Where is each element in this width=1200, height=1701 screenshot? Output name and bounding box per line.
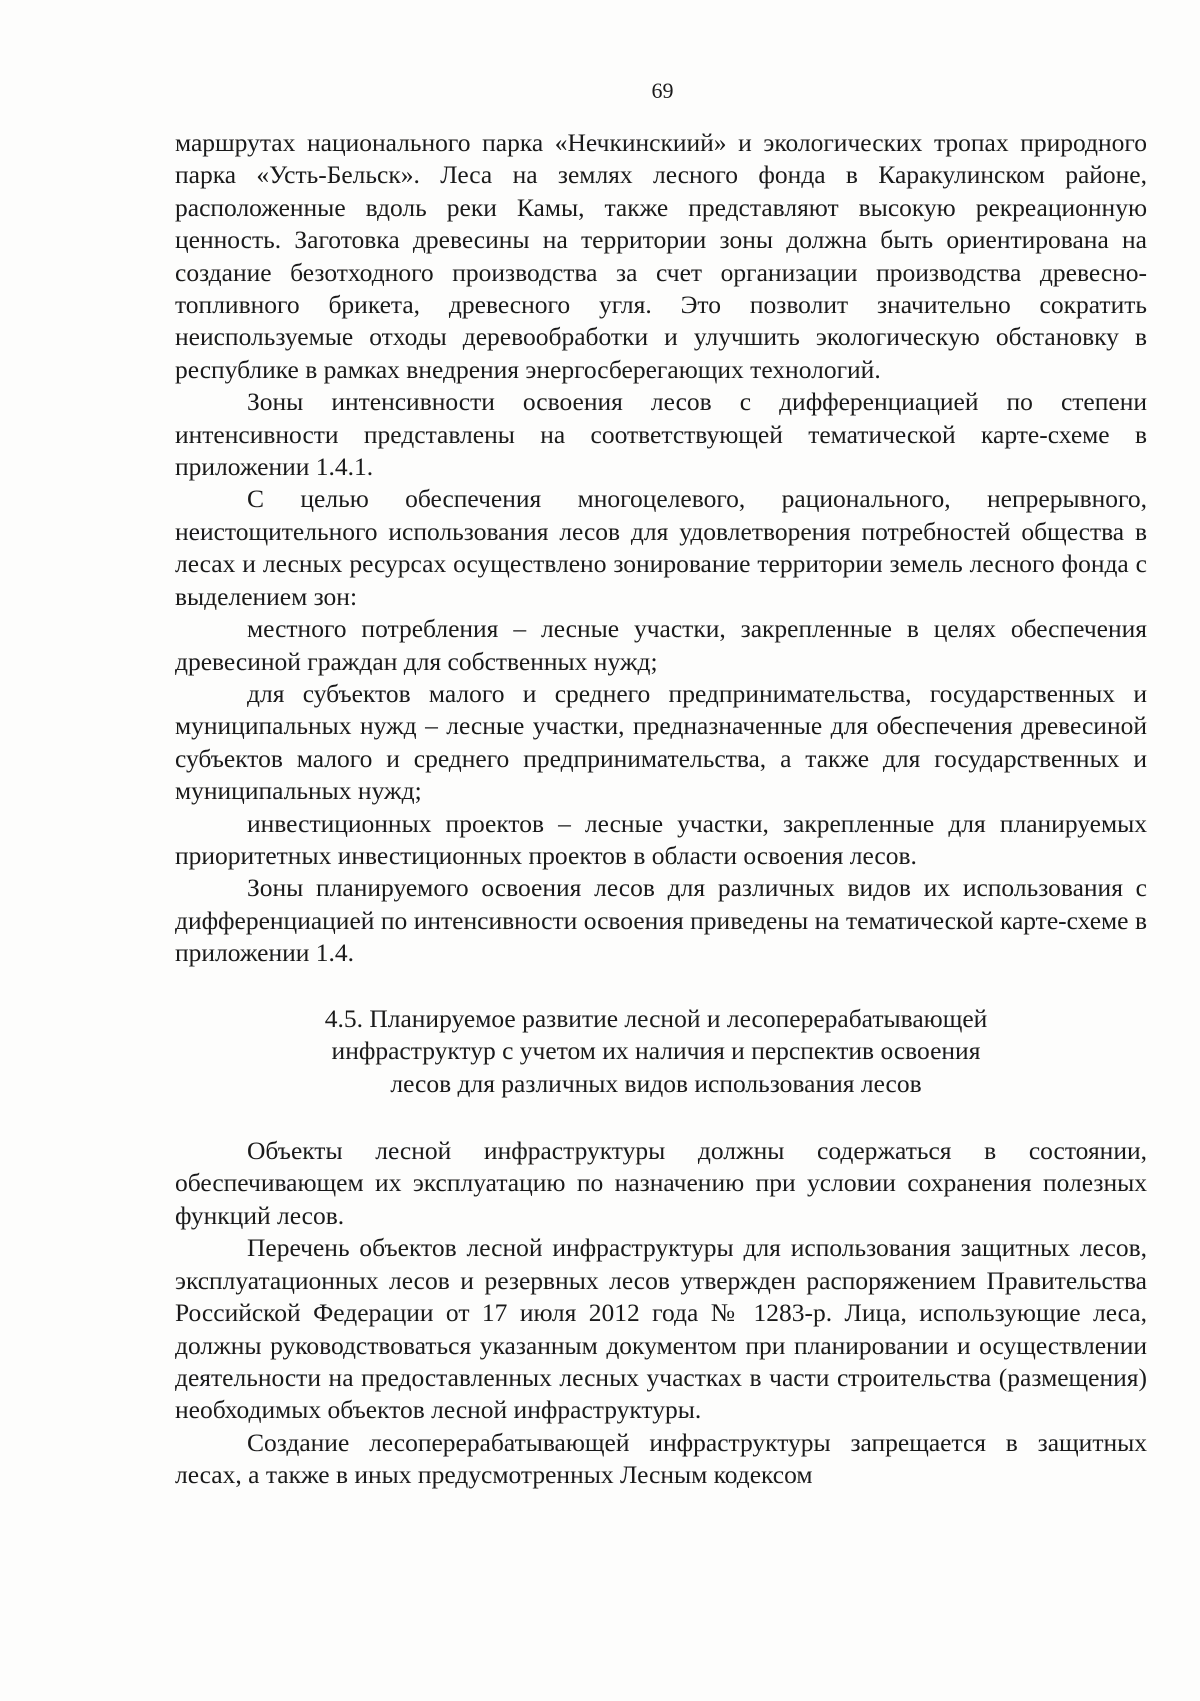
section-heading-line: инфраструктур с учетом их наличия и перспектив освоения bbox=[331, 1036, 981, 1066]
document-body bbox=[175, 127, 1147, 1492]
paragraph-zone-small-business: для субъектов малого и среднего предпринимательства, государственных и муниципальных нужд – лесные участки, предназначенные для обеспечения древесиной субъектов малого и среднего предпринимательства, а также для государственных и муниципальных нужд; bbox=[175, 678, 1147, 806]
paragraph-zone-investment: инвестиционных проектов – лесные участки, закрепленные для планируемых приоритетных инвестиционных проектов в области освоения лесов. bbox=[175, 808, 1147, 870]
paragraph-processing-infrastructure: Создание лесоперерабатывающей инфраструктуры запрещается в защитных лесах, а также в иных предусмотренных Лесным кодексом bbox=[175, 1427, 1147, 1490]
paragraph-zoning-purpose: С целью обеспечения многоцелевого, рационального, непрерывного, неистощительного использования лесов для удовлетворения потребностей общества в лесах и лесных ресурсах осуществлено зонирование территории земель лесного фонда с выделением зон: bbox=[175, 484, 1147, 611]
paragraph-infrastructure-objects: Объекты лесной инфраструктуры должны содержаться в состоянии, обеспечивающем их эксплуатацию по назначению при условии сохранения полезных функций лесов. bbox=[175, 1136, 1147, 1230]
paragraph-zone-local-consumption: местного потребления – лесные участки, закрепленные в целях обеспечения древесиной граждан для собственных нужд; bbox=[175, 614, 1147, 676]
paragraph-routes: маршрутах национального парка «Нечкинскиий» и экологических тропах природного парка «Усть-Бельск». Леса на землях лесного фонда в Каракулинском районе, расположенные вдоль реки Камы, также представляют высокую рекреационную ценность. Заготовка древесины на территории зоны должна быть ориентирована на создание безотходного производства за счет организации производства древесно-топливного брикета, древесного угля. Это позволит значительно сократить неиспользуемые отходы деревообработки и улучшить экологическую обстановку в республике в рамках внедрения энергосберегающих технологий. bbox=[175, 128, 1147, 384]
section-heading-line: 4.5. Планируемое развитие лесной и лесоперерабатывающей bbox=[324, 1003, 988, 1033]
paragraph-intensity-zones: Зоны интенсивности освоения лесов с дифференциацией по степени интенсивности представлены на соответствующей тематической карте-схеме в приложении 1.4.1. bbox=[175, 387, 1147, 482]
section-heading bbox=[175, 1003, 1147, 1101]
section-heading-line: лесов для различных видов использования лесов bbox=[390, 1068, 922, 1098]
page-number: 69 bbox=[651, 78, 674, 103]
paragraph-infrastructure-list: Перечень объектов лесной инфраструктуры для использования защитных лесов, эксплуатационных лесов и резервных лесов утвержден распоряжением Правительства Российской Федерации от 17 июля 2012 года № 1283-р. Лица, использующие леса, должны руководствоваться указанным документом при планировании и осуществлении деятельности на предоставленных лесных участках в части строительства (размещения) необходимых объектов лесной инфраструктуры. bbox=[175, 1233, 1147, 1425]
paragraph-planned-zones: Зоны планируемого освоения лесов для различных видов их использования с дифференциацией по интенсивности освоения приведены на тематической карте-схеме в приложении 1.4. bbox=[175, 873, 1147, 968]
